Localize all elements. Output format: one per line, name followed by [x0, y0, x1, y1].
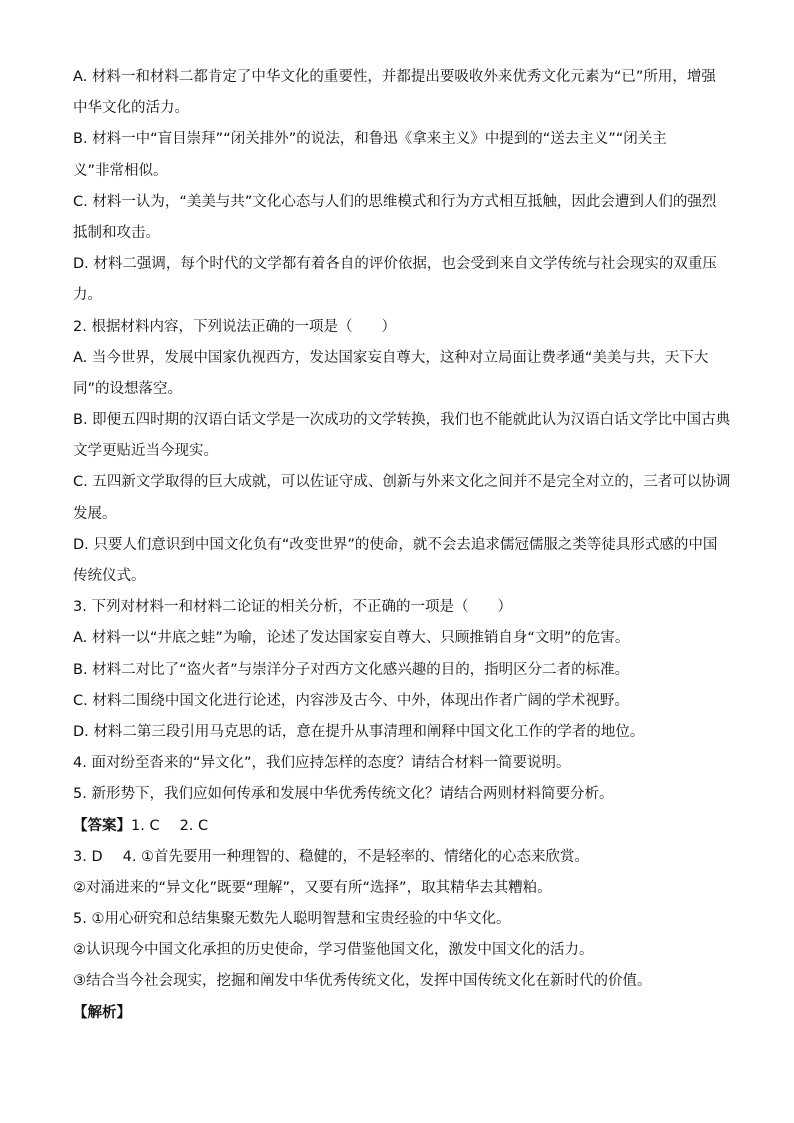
answer-5-part-3: ③结合当今社会现实，挖掘和阐发中华优秀传统文化，发挥中国传统文化在新时代的价值。: [73, 973, 652, 990]
question-2: 2. 根据材料内容，下列说法正确的一项是（ ）: [73, 318, 396, 335]
q3-option-b: B. 材料二对比了“盗火者”与崇洋分子对西方文化感兴趣的目的，指明区分二者的标准。: [73, 661, 630, 678]
option-b-line-1: B. 材料一中“盲目崇拜”“闭关排外”的说法，和鲁迅《拿来主义》中提到的“送去主义”“闭关主: [73, 131, 667, 148]
answer-line-1: [73, 811, 721, 842]
analysis-line: [73, 998, 721, 1029]
answer-5-part-1: 5. ①用心研究和总结集聚无数先人聪明智慧和宝贵经验的中华文化。: [73, 911, 511, 928]
q2-option-a-line-1: A. 当今世界，发展中国家仇视西方，发达国家妄自尊大，这种对立局面让费孝通“美美与共，天下大: [73, 349, 709, 366]
q2-option-d-line-1: D. 只要人们意识到中国文化负有“改变世界”的使命，就不会去追求儒冠儒服之类等徒具形式感的中国: [73, 536, 718, 553]
option-c-line-2: 抵制和攻击。: [73, 224, 160, 241]
answer-4-part-1: 4. ①首先要用一种理智的、稳健的，不是轻率的、情绪化的心态来欣赏。: [122, 848, 590, 865]
q2-option-c-line-2: 发展。: [73, 505, 117, 522]
answer-5-part-2: ②认识现今中国文化承担的历史使命，学习借鉴他国文化，激发中国文化的活力。: [73, 942, 594, 959]
answer-4-part-2: ②对涌进来的“异文化”既要“理解”，又要有所“选择”，取其精华去其糟粕。: [73, 879, 552, 896]
question-4: 4. 面对纷至沓来的“异文化”，我们应持怎样的态度？请结合材料一简要说明。: [73, 755, 571, 772]
option-d-line-2: 力。: [73, 287, 102, 304]
answer-line-2: [73, 842, 721, 873]
option-b-line-2: 义”非常相似。: [73, 162, 168, 179]
q3-option-c: C. 材料二围绕中国文化进行论述，内容涉及古今、中外，体现出作者广阔的学术视野。: [73, 692, 629, 709]
q3-option-a: A. 材料一以“井底之蛙”为喻，论述了发达国家妄自尊大、只顾推销自身“文明”的危害。: [73, 630, 630, 647]
answer-2: 2. C: [179, 817, 209, 834]
answer-1: 1. C: [131, 817, 160, 834]
answer-3: 3. D: [73, 848, 103, 865]
question-3: 3. 下列对材料一和材料二论证的相关分析，不正确的一项是（ ）: [73, 599, 512, 616]
option-a-line-2: 中华文化的活力。: [73, 100, 189, 117]
option-d-line-1: D. 材料二强调，每个时代的文学都有着各自的评价依据，也会受到来自文学传统与社会现实的双重压: [73, 256, 717, 273]
option-c-line-1: C. 材料一认为，“美美与共”文化心态与人们的思维模式和行为方式相互抵触，因此会遭到人们的强烈: [73, 193, 717, 210]
q2-option-b-line-2: 文学更贴近当今现实。: [73, 443, 218, 460]
q2-option-d-line-2: 传统仪式。: [73, 568, 146, 584]
option-a-line-1: A. 材料一和材料二都肯定了中华文化的重要性，并都提出要吸收外来优秀文化元素为“已”所用，增强: [73, 69, 716, 85]
q3-option-d: D. 材料二第三段引用马克思的话，意在提升从事清理和阐释中国文化工作的学者的地位。: [73, 723, 645, 740]
q2-option-c-line-1: C. 五四新文学取得的巨大成就，可以佐证守成、创新与外来文化之间并不是完全对立的，三者可以协调: [73, 474, 731, 491]
analysis-tag: 【解析】: [73, 1004, 131, 1021]
q2-option-a-line-2: 同”的设想落空。: [73, 380, 183, 397]
answer-tag: 【答案】: [73, 817, 131, 834]
document-page: [73, 62, 731, 1029]
q2-option-b-line-1: B. 即便五四时期的汉语白话文学是一次成功的文学转换，我们也不能就此认为汉语白话文学比中国古典: [73, 412, 731, 429]
question-5: 5. 新形势下，我们应如何传承和发展中华优秀传统文化？请结合两则材料简要分析。: [73, 786, 614, 803]
